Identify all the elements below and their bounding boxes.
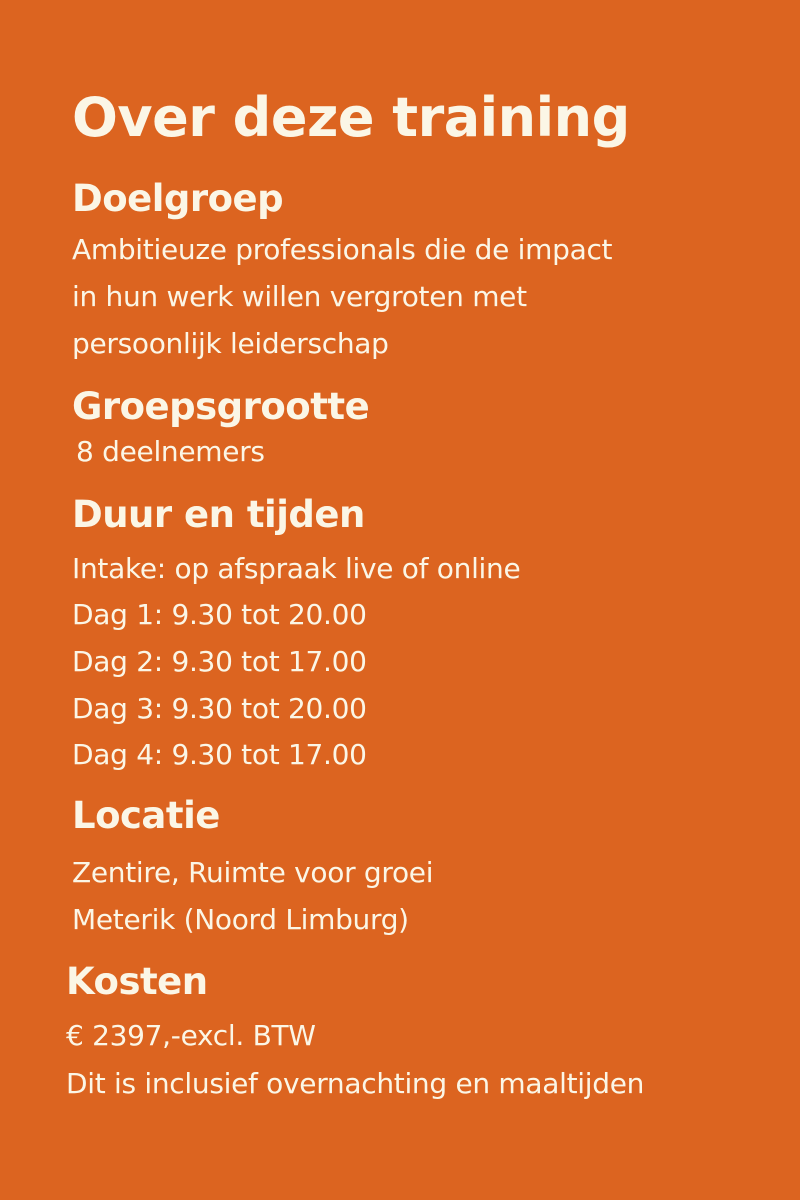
duur-line-5: Dag 4: 9.30 tot 17.00 (72, 738, 367, 771)
locatie-heading: Locatie (72, 794, 220, 837)
duur-line-2: Dag 1: 9.30 tot 20.00 (72, 598, 367, 631)
doelgroep-line-3: persoonlijk leiderschap (72, 327, 389, 360)
doelgroep-line-2: in hun werk willen vergroten met (72, 280, 527, 313)
locatie-line-1: Zentire, Ruimte voor groei (72, 856, 434, 889)
duur-line-4: Dag 3: 9.30 tot 20.00 (72, 692, 367, 725)
locatie-line-2: Meterik (Noord Limburg) (72, 903, 409, 936)
doelgroep-heading: Doelgroep (72, 177, 284, 220)
doelgroep-line-1: Ambitieuze professionals die de impact (72, 233, 613, 266)
groepsgrootte-line-1: 8 deelnemers (76, 435, 265, 468)
kosten-heading: Kosten (66, 960, 208, 1003)
page-title: Over deze training (72, 86, 630, 149)
duur-line-1: Intake: op afspraak live of online (72, 552, 521, 585)
kosten-line-2: Dit is inclusief overnachting en maaltijden (66, 1067, 645, 1100)
duur-heading: Duur en tijden (72, 493, 365, 536)
duur-line-3: Dag 2: 9.30 tot 17.00 (72, 645, 367, 678)
groepsgrootte-heading: Groepsgrootte (72, 385, 370, 428)
kosten-line-1: € 2397,-excl. BTW (66, 1019, 316, 1052)
